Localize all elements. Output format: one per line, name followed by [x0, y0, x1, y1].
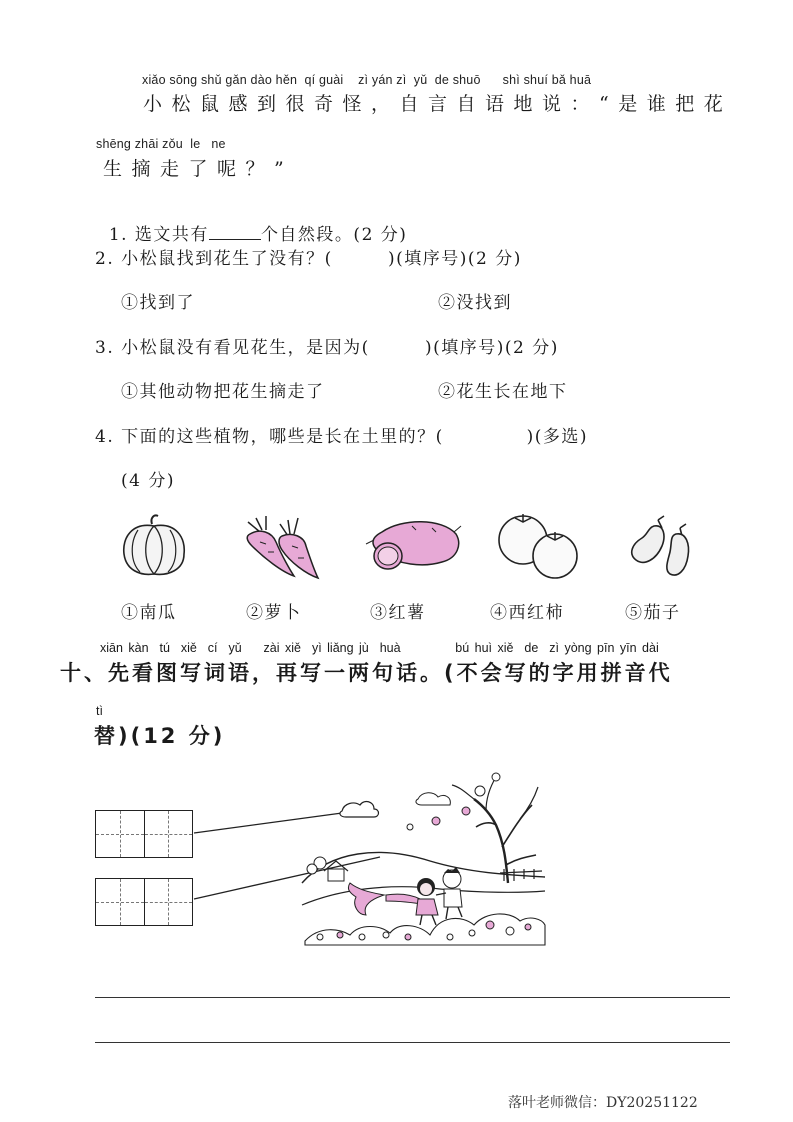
q4-option-1: ①南瓜	[121, 603, 177, 623]
section-10-title: 十、先看图写词语，再写一两句话。(不会写的字用拼音代	[60, 661, 673, 685]
question-4-score: (4 分)	[121, 471, 175, 491]
question-3: 3. 小松鼠没有看见花生，是因为( )(填序号)(2 分)	[95, 338, 559, 358]
word-grid-2[interactable]	[95, 878, 193, 926]
q2-option-2: ②没找到	[438, 293, 512, 313]
radish-icon	[238, 512, 324, 580]
section-10-title-2: 替)(12 分)	[94, 724, 226, 748]
passage-line2-pinyin: shēng zhāi zǒu le ne	[96, 137, 226, 151]
q4-option-4: ④西红柿	[490, 603, 564, 623]
passage-line1-pinyin: xiǎo sōng shǔ gǎn dào hěn qí guài zì yán zì yǔ de shuō shì shuí bǎ huā	[142, 73, 592, 87]
scene-illustration	[190, 765, 550, 950]
writing-line-1[interactable]	[95, 997, 730, 998]
eggplant-icon	[624, 510, 696, 582]
q4-option-3: ③红薯	[370, 603, 426, 623]
answer-blank[interactable]	[209, 224, 261, 240]
footer-watermark: 落叶老师微信：DY20251122	[508, 1095, 698, 1111]
pumpkin-icon	[118, 512, 190, 580]
section-10-pinyin-2: tì	[96, 704, 103, 718]
question-4: 4. 下面的这些植物，哪些是长在土里的？( )(多选)	[95, 427, 588, 447]
q3-option-1: ①其他动物把花生摘走了	[121, 382, 325, 402]
q4-option-2: ②萝卜	[246, 603, 302, 623]
word-grid-1[interactable]	[95, 810, 193, 858]
passage-line2-text: 生摘走了呢？”	[103, 158, 294, 180]
q3-option-2: ②花生长在地下	[438, 382, 568, 402]
question-1: 1. 选文共有 个自然段。(2 分)	[108, 225, 408, 245]
q2-option-1: ①找到了	[121, 293, 195, 313]
section-10-pinyin: xiān kàn tú xiě cí yǔ zài xiě yì liǎng jù huà bú huì xiě de zì yòng pīn yīn dài	[100, 641, 659, 655]
writing-line-2[interactable]	[95, 1042, 730, 1043]
question-2: 2. 小松鼠找到花生了没有？( )(填序号)(2 分)	[95, 249, 522, 269]
cloud-icon	[340, 802, 379, 817]
sweet-potato-icon	[362, 514, 462, 578]
tomato-icon	[495, 510, 585, 580]
passage-line1-text: 小松鼠感到很奇怪，自言自语地说：“是谁把花	[143, 93, 733, 115]
q4-option-5: ⑤茄子	[625, 603, 681, 623]
